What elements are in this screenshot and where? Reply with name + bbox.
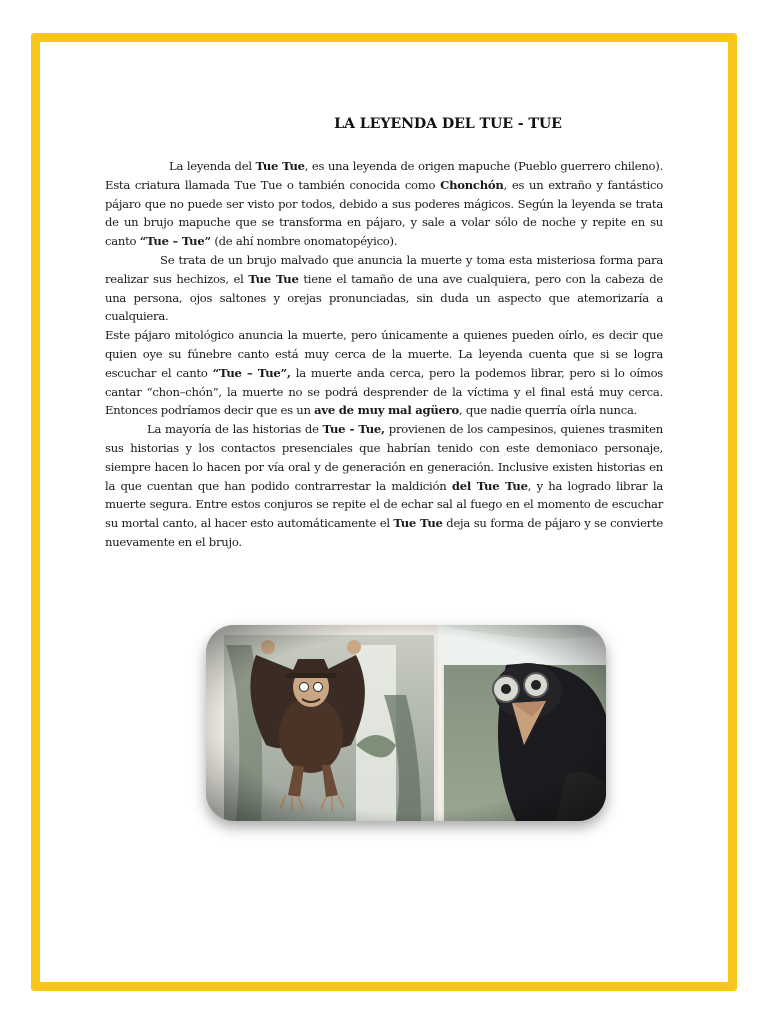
bold-run: Tue - Tue, bbox=[322, 422, 385, 437]
text-run: La leyenda del bbox=[169, 159, 256, 173]
bold-run: Tue Tue bbox=[255, 159, 305, 173]
bold-run: del Tue Tue bbox=[451, 478, 528, 493]
bold-run: “Tue – Tue” bbox=[139, 234, 211, 249]
text-run: tiene el tamaño de una ave cualquiera, pero con la cabeza de una persona, ojos saltones y orejas pronunciadas, sin duda un aspecto que atemorizaría a cualquiera. bbox=[105, 271, 663, 324]
text-run: (de ahí nombre onomatopéyico). bbox=[210, 234, 398, 249]
bold-run: “Tue – Tue”, bbox=[212, 365, 291, 380]
text-run: , es una leyenda de origen mapuche (Pueblo guerrero chileno). Esta criatura llamada Tue Tue o también conocida como bbox=[105, 159, 663, 192]
text-run: deja su forma de pájaro y se convierte nuevamente en el brujo. bbox=[105, 516, 663, 549]
paragraph-1 bbox=[105, 157, 663, 251]
text-run: La mayoría de las historias de bbox=[147, 422, 323, 437]
paragraph-2 bbox=[105, 251, 663, 326]
text-run: la muerte anda cerca, pero la podemos librar, pero si lo oímos cantar “chon–chón”, la muerte no se podrá desprender de la víctima y el final está muy cerca. Entonces podríamos decir que es un bbox=[105, 365, 664, 418]
text-run: , que nadie querría oírla nunca. bbox=[459, 403, 638, 418]
illustration-drawing bbox=[206, 625, 606, 821]
bold-run: Tue Tue bbox=[248, 271, 299, 286]
text-run: Se trata de un brujo malvado que anuncia la muerte y toma esta misteriosa forma para realizar sus hechizos, el bbox=[105, 252, 663, 286]
document-title: LA LEYENDA DEL TUE - TUE bbox=[334, 116, 562, 132]
text-run: provienen de los campesinos, quienes trasmiten sus historias y los contactos presenciales que habrían tenido con este demoniaco personaje, siempre hacen lo hacen por vía oral y de generación en generación. Inclusive existen historias en la que cuentan que han podido contrarrestar la maldición bbox=[105, 422, 663, 493]
bold-run: Tue Tue bbox=[393, 516, 443, 531]
bold-run: Chonchón bbox=[440, 177, 504, 192]
paragraph-3 bbox=[105, 326, 663, 420]
text-run: , y ha logrado librar la muerte segura. Entre estos conjuros se repite el de echar sal al fuego en el momento de escuchar su mortal canto, al hacer esto automáticamente el bbox=[105, 478, 663, 531]
legend-illustration bbox=[206, 625, 606, 821]
text-run: , es un extraño y fantástico pájaro que no puede ser visto por todos, debido a sus poderes mágicos. Según la leyenda se trata de un brujo mapuche que se transforma en pájaro, y sale a volar sólo de noche y repite en su canto bbox=[105, 177, 663, 249]
paragraph-4 bbox=[105, 420, 663, 552]
document-body bbox=[105, 157, 663, 552]
bold-run: ave de muy mal agüero bbox=[314, 403, 460, 418]
text-run: Este pájaro mitológico anuncia la muerte, pero únicamente a quienes pueden oírlo, es decir que quien oye su fúnebre canto está muy cerca de la muerte. La leyenda cuenta que si se logra escuchar el canto bbox=[105, 328, 663, 380]
